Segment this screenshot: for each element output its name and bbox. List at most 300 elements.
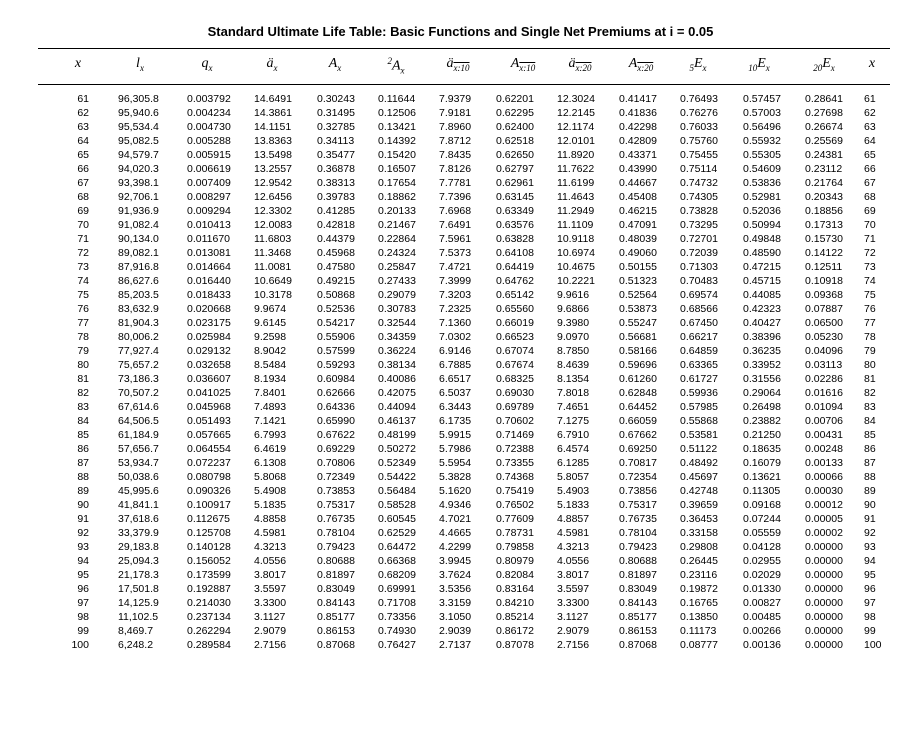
cell-lx: 83,632.9 bbox=[118, 303, 159, 315]
cell-x-right: 92 bbox=[864, 527, 876, 539]
cell-5Ex: 0.64859 bbox=[680, 345, 718, 357]
cell-annuity-20: 8.4639 bbox=[557, 359, 590, 371]
cell-qx: 0.262294 bbox=[187, 625, 231, 637]
cell-annuity-due: 9.2598 bbox=[254, 331, 287, 343]
cell-endowment-10: 0.86172 bbox=[496, 625, 534, 637]
cell-lx: 90,134.0 bbox=[118, 233, 159, 245]
cell-endowment-20: 0.49060 bbox=[619, 247, 657, 259]
header-qx: $q_x$ bbox=[201, 56, 213, 73]
table-row bbox=[0, 372, 921, 386]
header-5Ex: $_5E_x$ bbox=[689, 56, 707, 73]
cell-annuity-20: 5.8057 bbox=[557, 471, 590, 483]
table-row bbox=[0, 610, 921, 624]
cell-x: 98 bbox=[77, 611, 89, 623]
cell-20Ex: 0.01616 bbox=[805, 387, 843, 399]
cell-annuity-due: 6.4619 bbox=[254, 443, 287, 455]
cell-annuity-10: 7.8960 bbox=[439, 121, 472, 133]
table-row bbox=[0, 274, 921, 288]
cell-endowment-20: 0.62848 bbox=[619, 387, 657, 399]
cell-2Ax: 0.66368 bbox=[378, 555, 416, 567]
cell-x: 77 bbox=[77, 317, 89, 329]
cell-10Ex: 0.55305 bbox=[743, 149, 781, 161]
header-x-right: x bbox=[868, 56, 876, 71]
cell-2Ax: 0.71708 bbox=[378, 597, 416, 609]
cell-endowment-20: 0.73856 bbox=[619, 485, 657, 497]
cell-lx: 86,627.6 bbox=[118, 275, 159, 287]
cell-annuity-20: 6.1285 bbox=[557, 457, 590, 469]
row-group bbox=[0, 302, 921, 372]
cell-Ax: 0.80688 bbox=[317, 555, 355, 567]
cell-endowment-10: 0.76502 bbox=[496, 499, 534, 511]
cell-x-right: 84 bbox=[864, 415, 876, 427]
header-10Ex: $_{10}E_x$ bbox=[748, 56, 770, 73]
table-row bbox=[0, 484, 921, 498]
cell-2Ax: 0.64472 bbox=[378, 541, 416, 553]
cell-lx: 50,038.6 bbox=[118, 471, 159, 483]
cell-x: 81 bbox=[77, 373, 89, 385]
cell-20Ex: 0.10918 bbox=[805, 275, 843, 287]
cell-annuity-20: 3.5597 bbox=[557, 583, 590, 595]
cell-endowment-10: 0.62295 bbox=[496, 107, 534, 119]
cell-lx: 37,618.6 bbox=[118, 513, 159, 525]
cell-endowment-10: 0.63349 bbox=[496, 205, 534, 217]
cell-10Ex: 0.48590 bbox=[743, 247, 781, 259]
cell-5Ex: 0.08777 bbox=[680, 639, 718, 651]
cell-lx: 81,904.3 bbox=[118, 317, 159, 329]
cell-annuity-due: 2.7156 bbox=[254, 639, 287, 651]
cell-20Ex: 0.00000 bbox=[805, 611, 843, 623]
cell-Ax: 0.81897 bbox=[317, 569, 355, 581]
cell-5Ex: 0.36453 bbox=[680, 513, 718, 525]
cell-endowment-20: 0.83049 bbox=[619, 583, 657, 595]
cell-x-right: 73 bbox=[864, 261, 876, 273]
cell-x-right: 69 bbox=[864, 205, 876, 217]
cell-annuity-10: 5.5954 bbox=[439, 457, 472, 469]
cell-annuity-due: 7.8401 bbox=[254, 387, 287, 399]
cell-lx: 91,936.9 bbox=[118, 205, 159, 217]
cell-endowment-10: 0.72388 bbox=[496, 443, 534, 455]
cell-annuity-due: 12.0083 bbox=[254, 219, 292, 231]
cell-2Ax: 0.34359 bbox=[378, 331, 416, 343]
cell-5Ex: 0.75760 bbox=[680, 135, 718, 147]
cell-Ax: 0.49215 bbox=[317, 275, 355, 287]
cell-endowment-20: 0.76735 bbox=[619, 513, 657, 525]
cell-endowment-20: 0.50155 bbox=[619, 261, 657, 273]
cell-Ax: 0.73853 bbox=[317, 485, 355, 497]
cell-annuity-10: 6.7885 bbox=[439, 359, 472, 371]
table-row bbox=[0, 232, 921, 246]
cell-lx: 87,916.8 bbox=[118, 261, 159, 273]
cell-lx: 77,927.4 bbox=[118, 345, 159, 357]
cell-20Ex: 0.06500 bbox=[805, 317, 843, 329]
cell-10Ex: 0.00266 bbox=[743, 625, 781, 637]
cell-20Ex: 0.12511 bbox=[805, 261, 843, 273]
cell-endowment-20: 0.84143 bbox=[619, 597, 657, 609]
cell-annuity-due: 8.5484 bbox=[254, 359, 287, 371]
cell-20Ex: 0.27698 bbox=[805, 107, 843, 119]
cell-20Ex: 0.00000 bbox=[805, 597, 843, 609]
cell-Ax: 0.64336 bbox=[317, 401, 355, 413]
cell-endowment-20: 0.85177 bbox=[619, 611, 657, 623]
cell-annuity-20: 12.2145 bbox=[557, 107, 595, 119]
cell-5Ex: 0.16765 bbox=[680, 597, 718, 609]
cell-qx: 0.100917 bbox=[187, 499, 231, 511]
cell-x: 62 bbox=[77, 107, 89, 119]
cell-x-right: 78 bbox=[864, 331, 876, 343]
cell-endowment-20: 0.67662 bbox=[619, 429, 657, 441]
cell-annuity-20: 11.6199 bbox=[557, 177, 595, 189]
cell-endowment-20: 0.61260 bbox=[619, 373, 657, 385]
cell-5Ex: 0.23116 bbox=[680, 569, 718, 581]
cell-annuity-20: 3.8017 bbox=[557, 569, 590, 581]
cell-5Ex: 0.45697 bbox=[680, 471, 718, 483]
cell-annuity-20: 10.6974 bbox=[557, 247, 595, 259]
cell-Ax: 0.47580 bbox=[317, 261, 355, 273]
cell-endowment-20: 0.41836 bbox=[619, 107, 657, 119]
cell-10Ex: 0.00136 bbox=[743, 639, 781, 651]
cell-annuity-due: 8.1934 bbox=[254, 373, 287, 385]
cell-x: 74 bbox=[77, 275, 89, 287]
cell-lx: 93,398.1 bbox=[118, 177, 159, 189]
cell-10Ex: 0.45715 bbox=[743, 275, 781, 287]
cell-10Ex: 0.50994 bbox=[743, 219, 781, 231]
cell-20Ex: 0.00133 bbox=[805, 457, 843, 469]
cell-2Ax: 0.62529 bbox=[378, 527, 416, 539]
cell-endowment-20: 0.44667 bbox=[619, 177, 657, 189]
cell-Ax: 0.57599 bbox=[317, 345, 355, 357]
cell-endowment-10: 0.62518 bbox=[496, 135, 534, 147]
header-endowment-20: $A_{x:20}$ bbox=[628, 56, 654, 73]
cell-x-right: 83 bbox=[864, 401, 876, 413]
cell-10Ex: 0.00827 bbox=[743, 597, 781, 609]
cell-Ax: 0.34113 bbox=[317, 135, 355, 147]
cell-2Ax: 0.21467 bbox=[378, 219, 416, 231]
cell-annuity-20: 2.7156 bbox=[557, 639, 590, 651]
table-row bbox=[0, 540, 921, 554]
cell-annuity-due: 5.4908 bbox=[254, 485, 287, 497]
cell-5Ex: 0.59936 bbox=[680, 387, 718, 399]
cell-Ax: 0.62666 bbox=[317, 387, 355, 399]
cell-2Ax: 0.76427 bbox=[378, 639, 416, 651]
cell-annuity-due: 5.8068 bbox=[254, 471, 287, 483]
cell-qx: 0.020668 bbox=[187, 303, 231, 315]
cell-5Ex: 0.55868 bbox=[680, 415, 718, 427]
cell-20Ex: 0.00000 bbox=[805, 583, 843, 595]
cell-2Ax: 0.14392 bbox=[378, 135, 416, 147]
cell-endowment-20: 0.55247 bbox=[619, 317, 657, 329]
cell-annuity-10: 7.9181 bbox=[439, 107, 472, 119]
cell-annuity-due: 4.8858 bbox=[254, 513, 287, 525]
table-row bbox=[0, 148, 921, 162]
cell-lx: 6,248.2 bbox=[118, 639, 154, 651]
cell-qx: 0.005915 bbox=[187, 149, 231, 161]
cell-20Ex: 0.09368 bbox=[805, 289, 843, 301]
cell-5Ex: 0.39659 bbox=[680, 499, 718, 511]
cell-20Ex: 0.00066 bbox=[805, 471, 843, 483]
cell-annuity-20: 10.4675 bbox=[557, 261, 595, 273]
cell-annuity-due: 13.5498 bbox=[254, 149, 292, 161]
row-group bbox=[0, 372, 921, 442]
cell-20Ex: 0.00002 bbox=[805, 527, 843, 539]
cell-2Ax: 0.25847 bbox=[378, 261, 416, 273]
cell-10Ex: 0.33952 bbox=[743, 359, 781, 371]
cell-endowment-20: 0.43371 bbox=[619, 149, 657, 161]
cell-2Ax: 0.50272 bbox=[378, 443, 416, 455]
cell-lx: 64,506.5 bbox=[118, 415, 159, 427]
cell-x: 71 bbox=[77, 233, 89, 245]
cell-5Ex: 0.75114 bbox=[680, 163, 718, 175]
cell-x: 80 bbox=[77, 359, 89, 371]
cell-annuity-10: 4.2299 bbox=[439, 541, 472, 553]
cell-x-right: 86 bbox=[864, 443, 876, 455]
cell-20Ex: 0.18856 bbox=[805, 205, 843, 217]
cell-annuity-due: 12.9542 bbox=[254, 177, 292, 189]
cell-annuity-due: 7.4893 bbox=[254, 401, 287, 413]
cell-annuity-due: 3.3300 bbox=[254, 597, 287, 609]
cell-x-right: 97 bbox=[864, 597, 876, 609]
cell-20Ex: 0.20343 bbox=[805, 191, 843, 203]
cell-2Ax: 0.73356 bbox=[378, 611, 416, 623]
cell-5Ex: 0.73828 bbox=[680, 205, 718, 217]
cell-annuity-20: 5.4903 bbox=[557, 485, 590, 497]
cell-endowment-20: 0.48039 bbox=[619, 233, 657, 245]
cell-2Ax: 0.42075 bbox=[378, 387, 416, 399]
cell-5Ex: 0.68566 bbox=[680, 303, 718, 315]
cell-x: 72 bbox=[77, 247, 89, 259]
cell-annuity-20: 9.0970 bbox=[557, 331, 590, 343]
cell-qx: 0.018433 bbox=[187, 289, 231, 301]
cell-x: 94 bbox=[77, 555, 89, 567]
cell-Ax: 0.87068 bbox=[317, 639, 355, 651]
cell-x: 78 bbox=[77, 331, 89, 343]
cell-x: 91 bbox=[77, 513, 89, 525]
cell-endowment-20: 0.87068 bbox=[619, 639, 657, 651]
cell-qx: 0.006619 bbox=[187, 163, 231, 175]
cell-x-right: 93 bbox=[864, 541, 876, 553]
cell-endowment-10: 0.75419 bbox=[496, 485, 534, 497]
cell-annuity-due: 3.8017 bbox=[254, 569, 287, 581]
cell-10Ex: 0.52981 bbox=[743, 191, 781, 203]
table-row bbox=[0, 288, 921, 302]
cell-2Ax: 0.36224 bbox=[378, 345, 416, 357]
cell-qx: 0.041025 bbox=[187, 387, 231, 399]
cell-5Ex: 0.53581 bbox=[680, 429, 718, 441]
cell-endowment-20: 0.66059 bbox=[619, 415, 657, 427]
cell-Ax: 0.67622 bbox=[317, 429, 355, 441]
row-group bbox=[0, 92, 921, 162]
table-row bbox=[0, 470, 921, 484]
cell-annuity-due: 8.9042 bbox=[254, 345, 287, 357]
cell-10Ex: 0.13621 bbox=[743, 471, 781, 483]
cell-Ax: 0.72349 bbox=[317, 471, 355, 483]
cell-endowment-10: 0.63576 bbox=[496, 219, 534, 231]
cell-annuity-20: 7.1275 bbox=[557, 415, 590, 427]
table-row bbox=[0, 92, 921, 106]
cell-5Ex: 0.76493 bbox=[680, 93, 718, 105]
table-row bbox=[0, 624, 921, 638]
cell-x: 93 bbox=[77, 541, 89, 553]
cell-x: 70 bbox=[77, 219, 89, 231]
cell-20Ex: 0.01094 bbox=[805, 401, 843, 413]
table-row bbox=[0, 554, 921, 568]
cell-10Ex: 0.05559 bbox=[743, 527, 781, 539]
cell-2Ax: 0.68209 bbox=[378, 569, 416, 581]
cell-qx: 0.289584 bbox=[187, 639, 231, 651]
table-row bbox=[0, 204, 921, 218]
cell-10Ex: 0.57003 bbox=[743, 107, 781, 119]
cell-Ax: 0.38313 bbox=[317, 177, 355, 189]
header-annuity-10: $ä_{x:10}$ bbox=[446, 56, 470, 73]
cell-qx: 0.090326 bbox=[187, 485, 231, 497]
table-row bbox=[0, 260, 921, 274]
cell-x-right: 99 bbox=[864, 625, 876, 637]
cell-Ax: 0.59293 bbox=[317, 359, 355, 371]
table-row bbox=[0, 456, 921, 470]
header-top-rule bbox=[38, 48, 890, 49]
cell-20Ex: 0.14122 bbox=[805, 247, 843, 259]
table-row bbox=[0, 246, 921, 260]
cell-annuity-20: 6.7910 bbox=[557, 429, 590, 441]
cell-2Ax: 0.69991 bbox=[378, 583, 416, 595]
cell-lx: 94,579.7 bbox=[118, 149, 159, 161]
cell-10Ex: 0.02955 bbox=[743, 555, 781, 567]
cell-annuity-10: 7.9379 bbox=[439, 93, 472, 105]
cell-Ax: 0.36878 bbox=[317, 163, 355, 175]
cell-qx: 0.004234 bbox=[187, 107, 231, 119]
cell-annuity-10: 3.1050 bbox=[439, 611, 472, 623]
cell-20Ex: 0.02286 bbox=[805, 373, 843, 385]
cell-annuity-10: 7.8712 bbox=[439, 135, 472, 147]
cell-2Ax: 0.74930 bbox=[378, 625, 416, 637]
cell-5Ex: 0.72701 bbox=[680, 233, 718, 245]
cell-annuity-due: 14.3861 bbox=[254, 107, 292, 119]
cell-Ax: 0.54217 bbox=[317, 317, 355, 329]
cell-endowment-20: 0.45408 bbox=[619, 191, 657, 203]
cell-10Ex: 0.02029 bbox=[743, 569, 781, 581]
cell-Ax: 0.83049 bbox=[317, 583, 355, 595]
cell-10Ex: 0.29064 bbox=[743, 387, 781, 399]
cell-qx: 0.080798 bbox=[187, 471, 231, 483]
cell-2Ax: 0.16507 bbox=[378, 163, 416, 175]
cell-10Ex: 0.01330 bbox=[743, 583, 781, 595]
cell-x-right: 87 bbox=[864, 457, 876, 469]
cell-annuity-10: 5.3828 bbox=[439, 471, 472, 483]
cell-2Ax: 0.44094 bbox=[378, 401, 416, 413]
cell-annuity-20: 12.0101 bbox=[557, 135, 595, 147]
cell-endowment-10: 0.66523 bbox=[496, 331, 534, 343]
cell-Ax: 0.55906 bbox=[317, 331, 355, 343]
cell-x-right: 62 bbox=[864, 107, 876, 119]
cell-x: 84 bbox=[77, 415, 89, 427]
cell-5Ex: 0.11173 bbox=[680, 625, 717, 637]
table-row bbox=[0, 526, 921, 540]
cell-annuity-10: 5.7986 bbox=[439, 443, 472, 455]
cell-annuity-20: 5.1833 bbox=[557, 499, 590, 511]
cell-20Ex: 0.00000 bbox=[805, 625, 843, 637]
cell-Ax: 0.52536 bbox=[317, 303, 355, 315]
cell-10Ex: 0.44085 bbox=[743, 289, 781, 301]
cell-10Ex: 0.09168 bbox=[743, 499, 781, 511]
cell-endowment-20: 0.79423 bbox=[619, 541, 657, 553]
cell-20Ex: 0.00005 bbox=[805, 513, 843, 525]
cell-annuity-10: 4.4665 bbox=[439, 527, 472, 539]
cell-lx: 75,657.2 bbox=[118, 359, 159, 371]
cell-x: 63 bbox=[77, 121, 89, 133]
cell-5Ex: 0.61727 bbox=[680, 373, 718, 385]
cell-lx: 45,995.6 bbox=[118, 485, 159, 497]
cell-x: 88 bbox=[77, 471, 89, 483]
cell-endowment-20: 0.51323 bbox=[619, 275, 657, 287]
cell-endowment-10: 0.62400 bbox=[496, 121, 534, 133]
cell-annuity-20: 12.1174 bbox=[557, 121, 595, 133]
cell-x: 64 bbox=[77, 135, 89, 147]
cell-annuity-10: 7.3999 bbox=[439, 275, 472, 287]
cell-endowment-20: 0.86153 bbox=[619, 625, 657, 637]
cell-2Ax: 0.29079 bbox=[378, 289, 416, 301]
cell-lx: 33,379.9 bbox=[118, 527, 159, 539]
header-2Ax: $^2A_x$ bbox=[387, 56, 405, 76]
cell-20Ex: 0.00000 bbox=[805, 555, 843, 567]
cell-x: 73 bbox=[77, 261, 89, 273]
cell-5Ex: 0.74732 bbox=[680, 177, 718, 189]
cell-lx: 53,934.7 bbox=[118, 457, 159, 469]
cell-x-right: 77 bbox=[864, 317, 876, 329]
cell-annuity-due: 5.1835 bbox=[254, 499, 287, 511]
cell-Ax: 0.45968 bbox=[317, 247, 355, 259]
cell-annuity-due: 12.3302 bbox=[254, 205, 292, 217]
cell-20Ex: 0.21764 bbox=[805, 177, 843, 189]
cell-x-right: 89 bbox=[864, 485, 876, 497]
cell-endowment-10: 0.69030 bbox=[496, 387, 534, 399]
cell-lx: 14,125.9 bbox=[118, 597, 159, 609]
cell-endowment-10: 0.64419 bbox=[496, 261, 534, 273]
cell-10Ex: 0.11305 bbox=[743, 485, 781, 497]
cell-x: 75 bbox=[77, 289, 89, 301]
cell-x: 85 bbox=[77, 429, 89, 441]
cell-qx: 0.010413 bbox=[187, 219, 231, 231]
cell-annuity-10: 7.4721 bbox=[439, 261, 472, 273]
cell-lx: 25,094.3 bbox=[118, 555, 159, 567]
cell-lx: 61,184.9 bbox=[118, 429, 159, 441]
cell-x: 92 bbox=[77, 527, 89, 539]
cell-20Ex: 0.15730 bbox=[805, 233, 843, 245]
cell-annuity-20: 10.9118 bbox=[557, 233, 595, 245]
cell-endowment-10: 0.62797 bbox=[496, 163, 534, 175]
cell-endowment-20: 0.42809 bbox=[619, 135, 657, 147]
table-row bbox=[0, 400, 921, 414]
cell-endowment-20: 0.43990 bbox=[619, 163, 657, 175]
cell-lx: 67,614.6 bbox=[118, 401, 159, 413]
cell-x: 65 bbox=[77, 149, 89, 161]
cell-5Ex: 0.69574 bbox=[680, 289, 718, 301]
cell-endowment-10: 0.74368 bbox=[496, 471, 534, 483]
cell-qx: 0.072237 bbox=[187, 457, 231, 469]
cell-x-right: 90 bbox=[864, 499, 876, 511]
cell-5Ex: 0.57985 bbox=[680, 401, 718, 413]
cell-qx: 0.156052 bbox=[187, 555, 231, 567]
cell-endowment-10: 0.80979 bbox=[496, 555, 534, 567]
cell-annuity-due: 12.6456 bbox=[254, 191, 292, 203]
cell-x-right: 68 bbox=[864, 191, 876, 203]
cell-5Ex: 0.51122 bbox=[680, 443, 718, 455]
cell-annuity-due: 4.5981 bbox=[254, 527, 287, 539]
cell-5Ex: 0.70483 bbox=[680, 275, 718, 287]
cell-annuity-10: 7.7781 bbox=[439, 177, 472, 189]
cell-2Ax: 0.46137 bbox=[378, 415, 416, 427]
cell-Ax: 0.35477 bbox=[317, 149, 355, 161]
cell-endowment-20: 0.58166 bbox=[619, 345, 657, 357]
cell-x: 66 bbox=[77, 163, 89, 175]
